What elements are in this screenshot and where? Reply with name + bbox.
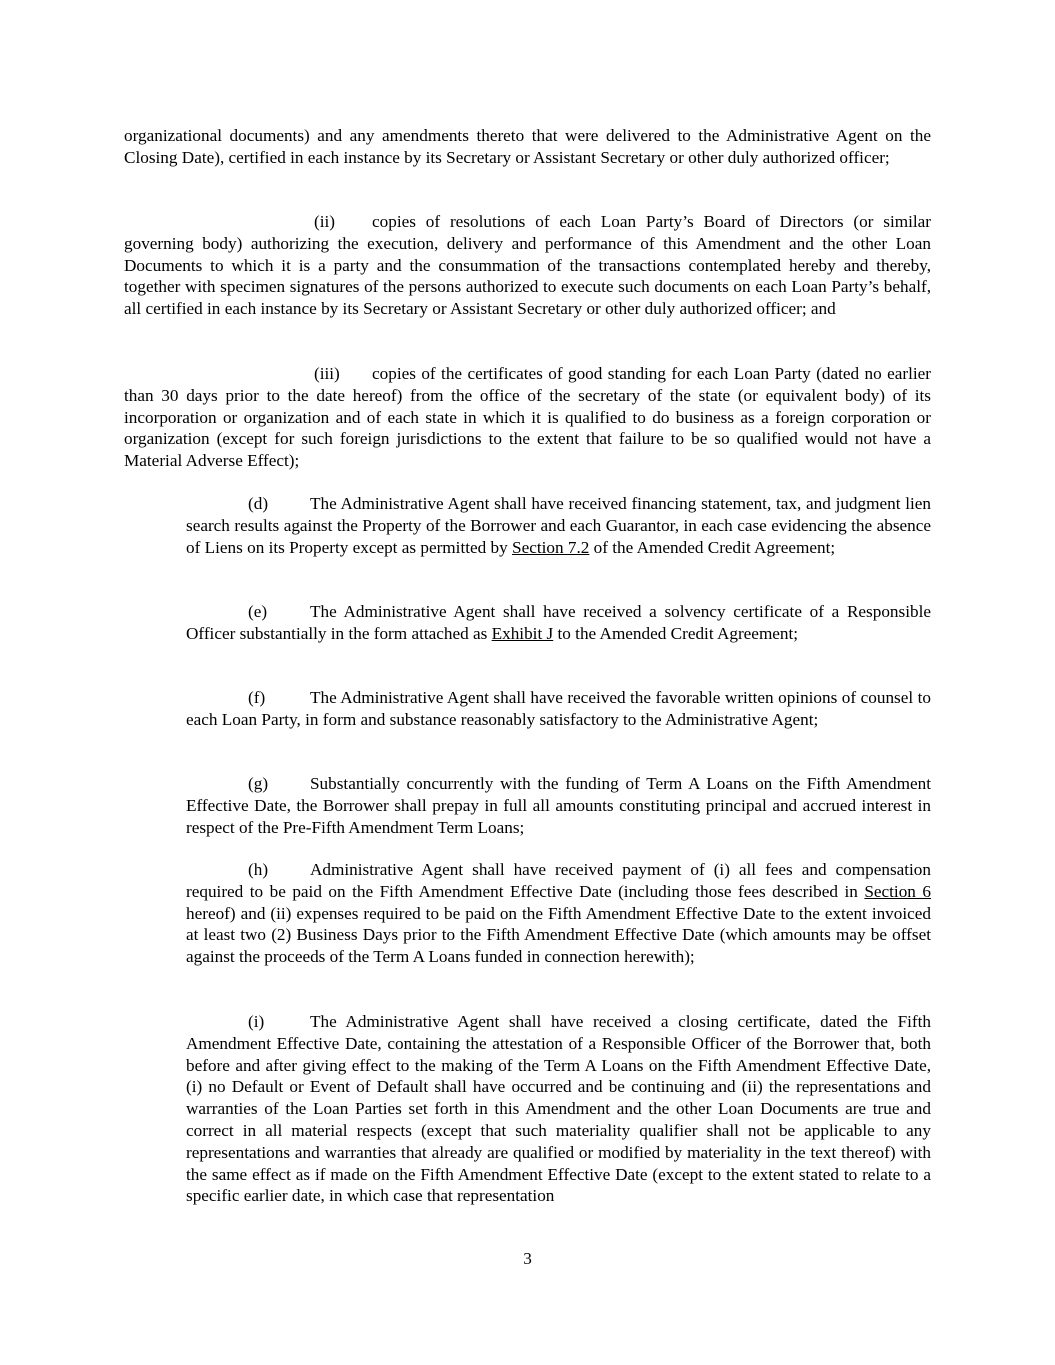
item-h-text-before: Administrative Agent shall have received payment of (i) all fees and compensation required to be paid on the Fifth Amendment Effective Date (including those fees described in: [186, 860, 931, 901]
opening-text: organizational documents) and any amendments thereto that were delivered to the Administrative Agent on the Closing Date), certified in each instance by its Secretary or Assistant Secretary or other duly authorized officer;: [124, 126, 931, 167]
item-g-text: Substantially concurrently with the funding of Term A Loans on the Fifth Amendment Effective Date, the Borrower shall prepay in full all amounts constituting principal and accrued interest in respect of the Pre-Fifth Amendment Term Loans;: [186, 774, 931, 837]
item-e-number: (e): [248, 602, 268, 621]
section-7-2-link[interactable]: Section 7.2: [512, 537, 590, 557]
item-ii-text: copies of resolutions of each Loan Party’s Board of Directors (or similar governing body) authorizing the execution, delivery and performance of this Amendment and the other Loan Documents to which it is a party and the consummation of the transactions contemplated hereby and thereby, together with specimen signatures of the persons authorized to execute such documents on each Loan Party’s behalf, all certified in each instance by its Secretary or Assistant Secretary or other duly authorized officer; and: [124, 212, 931, 319]
item-h-number: (h): [248, 860, 269, 879]
item-i-paragraph: [186, 1011, 931, 1207]
item-f-number: (f): [248, 688, 266, 707]
item-g-paragraph: [186, 773, 931, 838]
item-h-paragraph: [186, 859, 931, 968]
item-d-text-before: The Administrative Agent shall have received financing statement, tax, and judgment lien search results against the Property of the Borrower and each Guarantor, in each case evidencing the absence of Liens on its Property except as permitted by: [186, 494, 931, 557]
item-i-number: (i): [248, 1012, 265, 1031]
item-ii-paragraph: [124, 211, 931, 320]
item-e-text-before: The Administrative Agent shall have received a solvency certificate of a Responsible Officer substantially in the form attached as: [186, 602, 931, 643]
item-i-text: The Administrative Agent shall have received a closing certificate, dated the Fifth Amendment Effective Date, containing the attestation of a Responsible Officer of the Borrower that, both before and after giving effect to the making of the Term A Loans on the Fifth Amendment Effective Date, (i) no Default or Event of Default shall have occurred and be continuing and (ii) the representations and warranties of the Loan Parties set forth in this Amendment and the other Loan Documents are true and correct in all material respects (except that such materiality qualifier shall not be applicable to any representations and warranties that already are qualified or modified by materiality in the text thereof) with the same effect as if made on the Fifth Amendment Effective Date (except to the extent stated to relate to a specific earlier date, in which case that representation: [186, 1012, 931, 1206]
item-f-paragraph: [186, 687, 931, 731]
item-h-text-after: hereof) and (ii) expenses required to be paid on the Fifth Amendment Effective Date to the extent invoiced at least two (2) Business Days prior to the Fifth Amendment Effective Date (which amounts may be offset against the proceeds of the Term A Loans funded in connection herewith);: [186, 903, 931, 967]
item-d-paragraph: [186, 493, 931, 558]
item-e-paragraph: [186, 601, 931, 645]
item-iii-paragraph: [124, 363, 931, 472]
item-d-number: (d): [248, 494, 269, 513]
item-g-number: (g): [248, 774, 269, 793]
page-number: 3: [523, 1249, 532, 1268]
section-6-link[interactable]: Section 6: [864, 881, 931, 901]
opening-paragraph: [124, 125, 931, 169]
item-ii-number: (ii): [314, 212, 335, 231]
item-d-text-after: of the Amended Credit Agreement;: [589, 537, 836, 557]
item-f-text: The Administrative Agent shall have received the favorable written opinions of counsel to each Loan Party, in form and substance reasonably satisfactory to the Administrative Agent;: [186, 688, 931, 729]
item-iii-text: copies of the certificates of good standing for each Loan Party (dated no earlier than 30 days prior to the date hereof) from the office of the secretary of the state (or equivalent body) of its incorporation or organization and of each state in which it is qualified to do business as a foreign corporation or organization (except for such foreign jurisdictions to the extent that failure to be so qualified would not have a Material Adverse Effect);: [124, 364, 931, 471]
exhibit-j-link[interactable]: Exhibit J: [491, 623, 554, 643]
item-e-text-after: to the Amended Credit Agreement;: [553, 623, 799, 643]
item-iii-number: (iii): [314, 364, 340, 383]
